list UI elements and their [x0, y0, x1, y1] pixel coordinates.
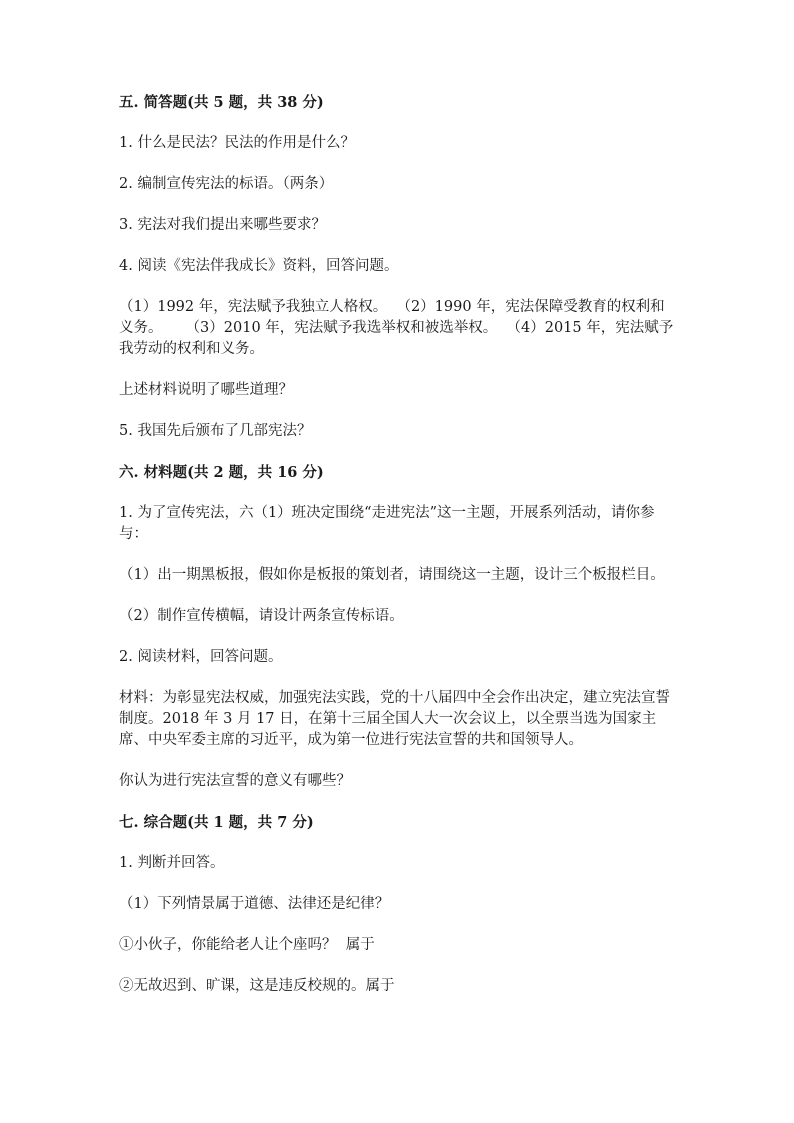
question-5-4-material: （1）1992 年，宪法赋予我独立人格权。 （2）1990 年，宪法保障受教育的权利和义务。 （3）2010 年，宪法赋予我选举权和被选举权。 （4）2015 年，宪法赋予我劳动的权利和义务。	[119, 299, 674, 357]
question-5-1: 1. 什么是民法？民法的作用是什么？	[119, 135, 355, 151]
question-6-1-part-1: （1）出一期黑板报，假如你是板报的策划者，请围绕这一主题，设计三个板报栏目。	[119, 567, 665, 583]
question-6-2-prompt: 你认为进行宪法宣誓的意义有哪些？	[119, 773, 351, 789]
question-5-3: 3. 宪法对我们提出来哪些要求？	[119, 217, 326, 233]
question-6-2-material: 材料：为彰显宪法权威，加强宪法实践，党的十八届四中全会作出决定，建立宪法宣誓制度。2018 年 3 月 17 日，在第十三届全国人大一次会议上，以全票当选为国家主席、中央军委主席的习近平，成为第一位进行宪法宣誓的共和国领导人。	[119, 690, 670, 748]
section-heading-6: 六. 材料题(共 2 题，共 16 分)	[119, 464, 324, 481]
question-6-1-part-2: （2）制作宣传横幅，请设计两条宣传标语。	[119, 608, 404, 624]
question-5-4-prompt: 上述材料说明了哪些道理？	[119, 382, 293, 398]
question-6-2: 2. 阅读材料，回答问题。	[119, 649, 283, 665]
question-6-1: 1. 为了宣传宪法，六（1）班决定围绕“走进宪法”这一主题，开展系列活动，请你参与：	[119, 505, 655, 542]
document-page	[119, 92, 675, 997]
question-5-4: 4. 阅读《宪法伴我成长》资料，回答问题。	[119, 258, 399, 274]
section-heading-5: 五. 简答题(共 5 题，共 38 分)	[119, 94, 324, 111]
question-7-1-part-1: （1）下列情景属于道德、法律还是纪律？	[119, 896, 390, 912]
question-7-1-case-2: ②无故迟到、旷课，这是违反校规的。属于	[119, 978, 395, 994]
question-5-5: 5. 我国先后颁布了几部宪法？	[119, 423, 312, 439]
question-5-2: 2. 编制宣传宪法的标语。（两条）	[119, 176, 334, 192]
section-heading-7: 七. 综合题(共 1 题，共 7 分)	[119, 814, 314, 831]
question-7-1-case-1: ①小伙子，你能给老人让个座吗？ 属于	[119, 937, 375, 953]
question-7-1: 1. 判断并回答。	[119, 855, 225, 871]
